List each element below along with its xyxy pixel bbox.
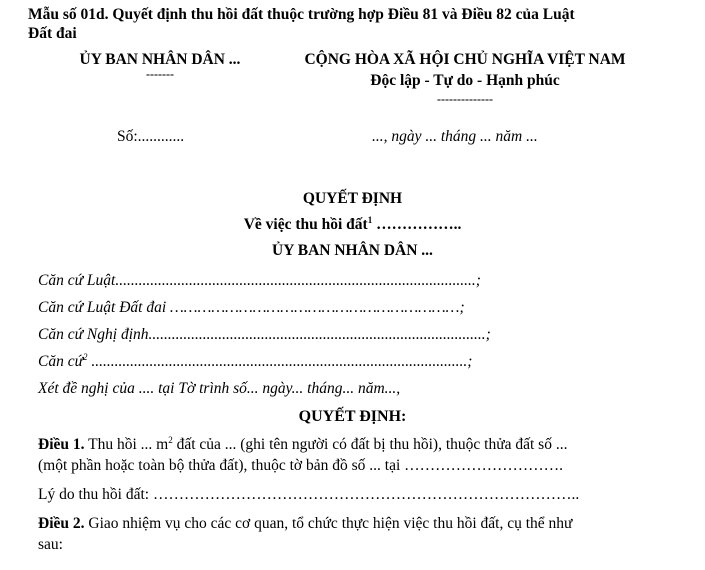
article-1-line-1: [38, 436, 567, 454]
country-name: CỘNG HÒA XÃ HỘI CHỦ NGHĨA VIỆT NAM: [304, 51, 626, 68]
article-1-line-2: (một phần hoặc toàn bộ thửa đất), thuộc tờ bản đồ số ... tại ………………………….: [38, 457, 564, 474]
article-2-label: Điều 2.: [38, 515, 85, 532]
form-title-line-1: Mẫu số 01d. Quyết định thu hồi đất thuộc trường hợp Điều 81 và Điều 82 của Luật: [28, 6, 575, 23]
decides-heading: QUYẾT ĐỊNH:: [298, 408, 407, 425]
decision-subject-text: Về việc thu hồi đất: [243, 216, 368, 233]
form-title-line-2: Đất đai: [28, 25, 77, 42]
basis-law: Căn cứ Luật.............................................................................................;: [38, 272, 481, 289]
basis-other-dots: .................................................................................................;: [87, 353, 473, 370]
issuer-divider: -------: [146, 67, 174, 81]
basis-decree: Căn cứ Nghị định.......................................................................................;: [38, 326, 491, 343]
article-1-reason: Lý do thu hồi đất: ………………………………………………………………………..: [38, 486, 580, 503]
basis-land-law: Căn cứ Luật Đất đai ………………………………………………………;: [38, 299, 465, 316]
issuer-name: ỦY BAN NHÂN DÂN ...: [79, 51, 241, 68]
national-motto: Độc lập - Tự do - Hạnh phúc: [370, 72, 560, 89]
document-number: Số:............: [117, 128, 185, 145]
footnote-2: 2: [83, 352, 88, 362]
basis-other-label: Căn cứ: [38, 353, 84, 370]
article-1-label: Điều 1.: [38, 436, 85, 453]
article-1-text-a: Thu hồi ... m: [84, 436, 169, 453]
square-meter-superscript: 2: [168, 435, 173, 445]
basis-other: [38, 353, 472, 371]
decision-subject: [0, 216, 705, 234]
document-date: ..., ngày ... tháng ... năm ...: [372, 128, 538, 145]
decision-subject-dots: ……………..: [372, 216, 462, 233]
article-2-line-1: [38, 515, 572, 533]
motto-divider: --------------: [437, 92, 493, 106]
article-1-text-b: đất của ... (ghi tên người có đất bị thu hồi), thuộc thửa đất số ...: [172, 436, 568, 453]
proposal-consideration: Xét đề nghị của .... tại Tờ trình số... ngày... tháng... năm...,: [38, 380, 401, 397]
article-2-text: Giao nhiệm vụ cho các cơ quan, tổ chức thực hiện việc thu hồi đất, cụ thể như: [84, 515, 573, 532]
decision-authority: ỦY BAN NHÂN DÂN ...: [272, 242, 433, 259]
footnote-1: 1: [367, 215, 373, 225]
decision-heading: QUYẾT ĐỊNH: [302, 190, 403, 207]
article-2-line-2: sau:: [38, 536, 63, 553]
